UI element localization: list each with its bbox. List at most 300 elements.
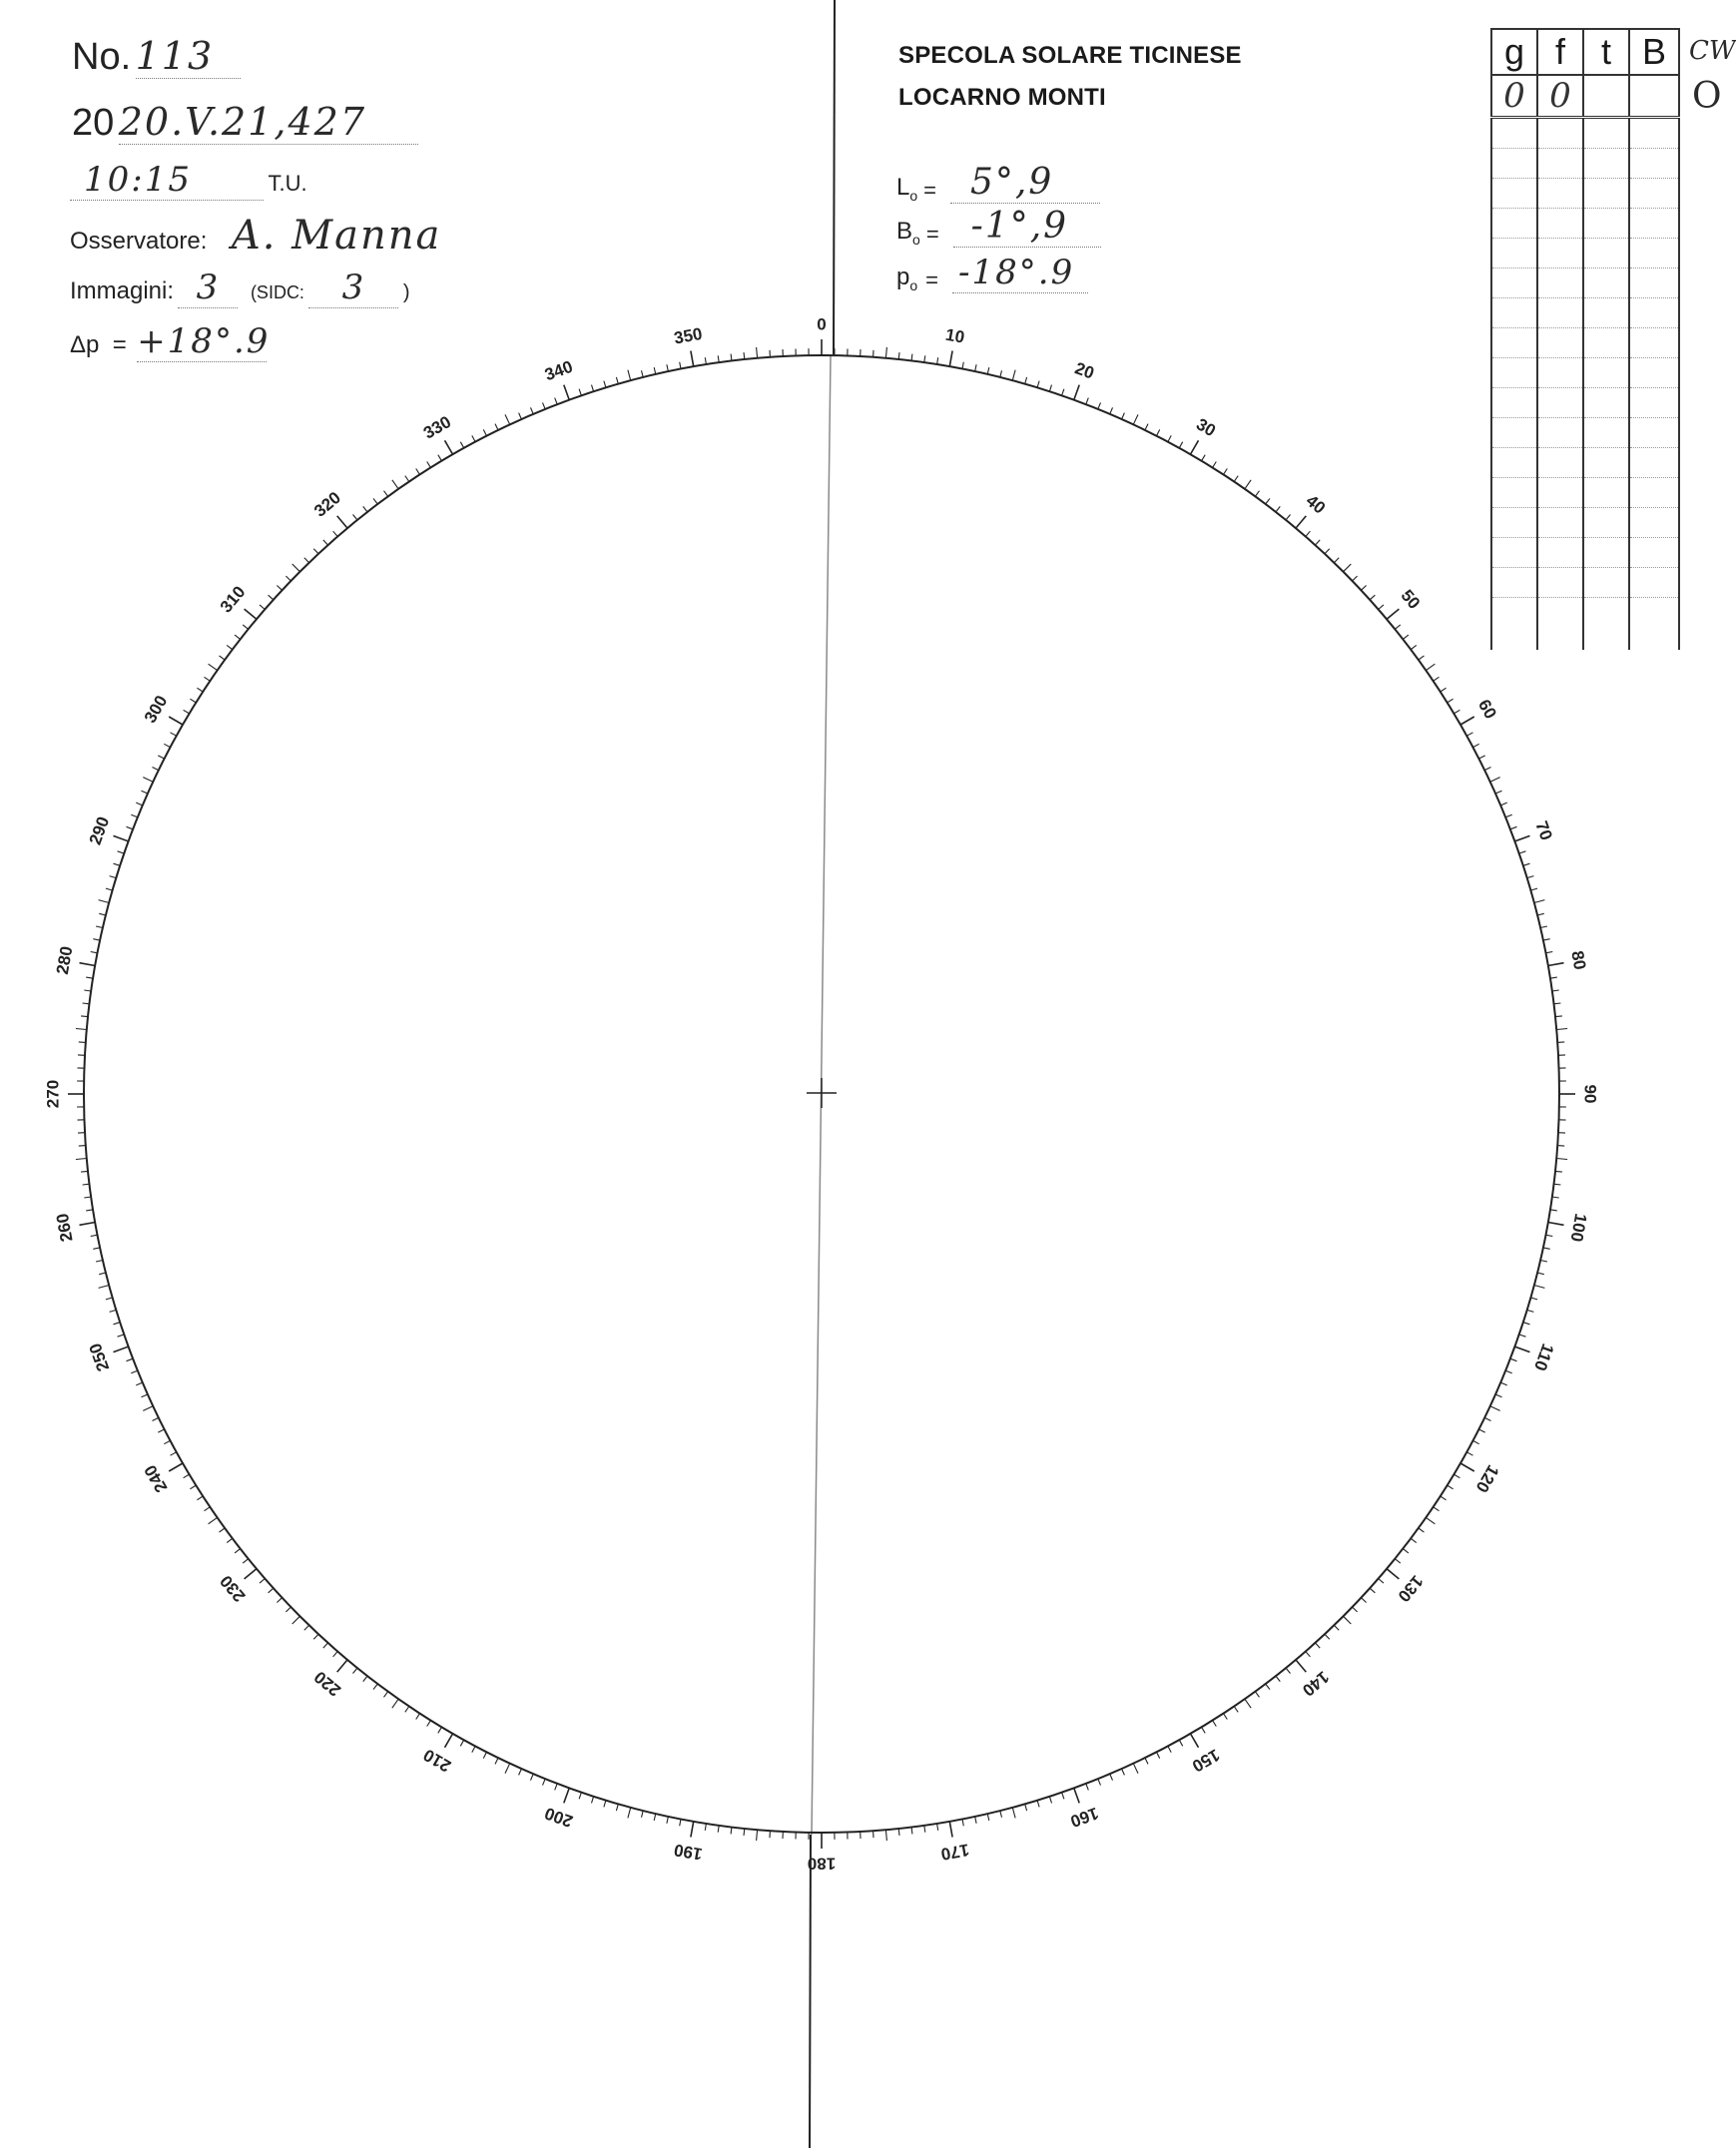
degree-tick — [304, 558, 309, 563]
degree-tick — [91, 952, 98, 953]
degree-tick — [1062, 389, 1064, 396]
degree-tick — [705, 1824, 706, 1831]
degree-tick — [1523, 1323, 1530, 1325]
degree-tick — [313, 1634, 318, 1639]
degree-tick — [220, 1528, 226, 1532]
degree-tick — [106, 1298, 113, 1300]
degree-tick — [392, 480, 398, 489]
degree-tick — [705, 357, 706, 364]
degree-tick — [1049, 1797, 1051, 1804]
degree-tick — [1234, 476, 1238, 482]
degree-tick — [691, 1822, 694, 1838]
delta-p-value: +18°.9 — [137, 321, 271, 361]
degree-tick — [142, 791, 148, 794]
delta-p-label: Δp = — [70, 331, 127, 358]
degree-tick — [190, 1485, 196, 1489]
degree-tick — [1426, 664, 1435, 670]
degree-tick — [1543, 939, 1550, 940]
degree-tick — [260, 1579, 265, 1584]
degree-tick — [1550, 1210, 1557, 1211]
degree-label: 250 — [85, 1341, 114, 1374]
degree-tick — [114, 1346, 129, 1352]
degree-tick — [190, 699, 196, 703]
degree-tick — [1426, 1517, 1435, 1523]
degree-tick — [1145, 1758, 1148, 1764]
degree-tick — [1255, 491, 1259, 497]
degree-tick — [384, 491, 388, 497]
degree-tick — [171, 733, 177, 736]
degree-tick — [1370, 1588, 1375, 1593]
degree-tick — [460, 1740, 463, 1746]
sidc-close: ) — [402, 281, 410, 303]
degree-tick — [114, 835, 129, 841]
value-f: 0 — [1537, 75, 1583, 118]
degree-tick — [1556, 1029, 1567, 1030]
degree-tick — [1266, 1684, 1270, 1690]
degree-tick — [564, 1788, 569, 1803]
degree-tick — [81, 1171, 88, 1172]
degree-tick — [1519, 1335, 1526, 1337]
b0-equals: = — [925, 222, 939, 247]
degree-tick — [1286, 515, 1290, 520]
degree-tick — [987, 367, 989, 374]
extra-column-value: O — [1692, 76, 1724, 117]
degree-tick — [1086, 398, 1089, 405]
degree-tick — [1548, 1223, 1564, 1226]
degree-tick — [131, 814, 138, 817]
degree-tick — [1484, 1417, 1490, 1420]
degree-tick — [1484, 768, 1490, 771]
degree-tick — [564, 385, 569, 400]
degree-tick — [1395, 1559, 1401, 1563]
degree-tick — [1411, 645, 1417, 649]
degree-tick — [353, 1668, 357, 1673]
degree-tick — [937, 357, 938, 364]
degree-tick — [243, 625, 249, 629]
degree-tick — [197, 1496, 203, 1500]
sidc-label: (SIDC: — [250, 282, 304, 302]
degree-tick — [1523, 863, 1530, 865]
degree-tick — [1510, 826, 1517, 829]
degree-tick — [495, 1758, 498, 1764]
time-value: 10:15 — [70, 160, 264, 201]
degree-tick — [555, 1784, 558, 1791]
degree-tick — [1479, 1429, 1485, 1432]
degree-tick — [757, 1830, 758, 1841]
degree-label: 200 — [542, 1803, 576, 1832]
degree-tick — [937, 1824, 938, 1831]
value-g: 0 — [1491, 75, 1537, 118]
degree-tick — [1245, 1699, 1251, 1708]
degree-label: 120 — [1471, 1461, 1503, 1496]
degree-tick — [1086, 1784, 1089, 1791]
degree-tick — [1555, 1171, 1562, 1172]
sidc-value: 3 — [308, 268, 398, 308]
degree-tick — [1037, 1801, 1039, 1808]
degree-tick — [1419, 1528, 1425, 1532]
degree-tick — [1548, 963, 1564, 966]
degree-tick — [1473, 1440, 1479, 1443]
degree-tick — [543, 402, 546, 409]
degree-tick — [416, 1714, 420, 1720]
degree-tick — [164, 1440, 170, 1443]
degree-tick — [86, 1210, 93, 1211]
degree-tick — [220, 656, 226, 660]
number-label: No. — [72, 36, 132, 78]
degree-tick — [438, 455, 442, 461]
degree-tick — [680, 1819, 681, 1826]
degree-tick — [1447, 699, 1453, 703]
degree-tick — [1012, 370, 1015, 381]
degree-tick — [1344, 564, 1352, 572]
degree-tick — [1543, 1248, 1550, 1249]
degree-tick — [286, 576, 290, 581]
degree-tick — [1552, 990, 1559, 991]
degree-tick — [1403, 635, 1409, 639]
degree-tick — [313, 549, 318, 554]
degree-tick — [1545, 952, 1552, 953]
degree-label: 310 — [216, 582, 250, 617]
degree-tick — [91, 1235, 98, 1236]
degree-tick — [519, 1769, 522, 1775]
degree-tick — [1353, 576, 1358, 581]
degree-tick — [628, 370, 631, 381]
degree-tick — [731, 1828, 732, 1835]
degree-tick — [384, 1692, 388, 1698]
degree-tick — [227, 1538, 233, 1542]
degree-tick — [495, 424, 498, 430]
degree-tick — [143, 1406, 153, 1411]
degree-label: 240 — [140, 1461, 172, 1496]
degree-tick — [1555, 1016, 1562, 1017]
degree-tick — [1110, 1774, 1113, 1780]
degree-tick — [363, 506, 367, 512]
degree-tick — [1306, 1652, 1311, 1657]
degree-tick — [1434, 677, 1440, 681]
degree-tick — [757, 347, 758, 358]
degree-tick — [911, 1828, 912, 1835]
degree-label: 90 — [1580, 1084, 1600, 1104]
degree-tick — [1495, 1394, 1501, 1397]
date-prefix: 20 — [72, 102, 115, 144]
degree-tick — [1306, 531, 1311, 536]
degree-tick — [1074, 1788, 1079, 1803]
degree-tick — [81, 1016, 88, 1017]
degree-tick — [579, 1793, 581, 1800]
degree-tick — [1519, 851, 1526, 853]
degree-tick — [604, 381, 606, 388]
degree-tick — [924, 355, 925, 362]
degree-tick — [975, 364, 977, 371]
degree-tick — [1122, 413, 1125, 419]
degree-tick — [80, 963, 96, 966]
degree-tick — [1537, 1273, 1544, 1275]
degree-tick — [83, 1003, 90, 1004]
degree-tick — [1395, 625, 1401, 629]
degree-tick — [1379, 605, 1384, 610]
degree-tick — [1334, 558, 1339, 563]
degree-tick — [1266, 498, 1270, 504]
degree-tick — [1325, 549, 1330, 554]
degree-tick — [169, 717, 183, 725]
degree-tick — [1179, 442, 1182, 448]
degree-tick — [592, 385, 594, 392]
l0-value: 5°,9 — [950, 162, 1100, 204]
degree-label: 230 — [216, 1571, 250, 1606]
degree-tick — [579, 389, 581, 396]
degree-tick — [1530, 1298, 1537, 1300]
top-vertical-line — [834, 0, 835, 354]
degree-tick — [1362, 1598, 1367, 1603]
degree-tick — [1362, 586, 1367, 591]
degree-tick — [1403, 1549, 1409, 1553]
degree-tick — [924, 1826, 925, 1833]
degree-tick — [1325, 1634, 1330, 1639]
degree-tick — [911, 354, 912, 361]
degree-tick — [245, 609, 257, 619]
degree-tick — [531, 407, 534, 413]
degree-tick — [1460, 1463, 1474, 1471]
degree-tick — [1479, 756, 1485, 759]
degree-tick — [654, 1814, 656, 1821]
degree-tick — [333, 531, 338, 536]
degree-tick — [1514, 1346, 1529, 1352]
degree-tick — [184, 710, 190, 714]
degree-tick — [1387, 609, 1399, 619]
number-value: 113 — [136, 34, 241, 79]
degree-tick — [949, 351, 952, 367]
degree-tick — [1316, 540, 1321, 545]
degree-tick — [99, 900, 110, 903]
degree-label: 260 — [52, 1212, 77, 1244]
degree-tick — [292, 564, 300, 572]
degree-tick — [235, 1549, 241, 1553]
extra-column-header: CW — [1689, 36, 1736, 66]
p0-value: -18°.9 — [952, 253, 1088, 293]
degree-tick — [667, 364, 669, 371]
degree-tick — [277, 1598, 282, 1603]
degree-tick — [1554, 1003, 1561, 1004]
degree-tick — [1453, 1474, 1459, 1478]
degree-label: 280 — [52, 944, 77, 976]
degree-tick — [1316, 1643, 1321, 1648]
degree-tick — [277, 586, 282, 591]
l0-label: $L_o$ — [896, 174, 918, 204]
degree-tick — [79, 1146, 86, 1147]
degree-label: 70 — [1531, 818, 1556, 843]
degree-label: 0 — [817, 314, 827, 334]
degree-tick — [1466, 1452, 1472, 1455]
degree-tick — [337, 1660, 347, 1672]
degree-label: 270 — [43, 1079, 63, 1109]
degree-tick — [171, 1452, 177, 1455]
degree-tick — [483, 1752, 486, 1758]
degree-tick — [1000, 370, 1002, 377]
degree-tick — [1379, 1579, 1384, 1584]
degree-tick — [691, 351, 694, 367]
header-f: f — [1537, 29, 1583, 75]
degree-tick — [1490, 778, 1500, 783]
degree-tick — [1540, 926, 1547, 928]
degree-tick — [169, 1463, 183, 1471]
degree-tick — [1224, 1714, 1228, 1720]
degree-tick — [1334, 1625, 1339, 1630]
header-g: g — [1491, 29, 1537, 75]
degree-tick — [1049, 385, 1051, 392]
degree-tick — [642, 1811, 644, 1818]
degree-tick — [505, 414, 510, 424]
degree-tick — [243, 1559, 249, 1563]
degree-tick — [292, 1616, 300, 1624]
degree-tick — [472, 1746, 475, 1752]
degree-tick — [142, 1394, 148, 1397]
degree-tick — [531, 1774, 534, 1780]
degree-tick — [718, 355, 719, 362]
degree-tick — [1510, 1358, 1517, 1361]
degree-label: 30 — [1193, 414, 1219, 441]
degree-tick — [592, 1797, 594, 1804]
degree-tick — [555, 398, 558, 405]
degree-label: 340 — [542, 356, 576, 385]
b0-label: $B_o$ — [896, 218, 920, 248]
degree-tick — [164, 744, 170, 747]
degree-tick — [209, 1517, 218, 1523]
date-value: 20.V.21,427 — [119, 100, 418, 145]
degree-tick — [1191, 1734, 1199, 1748]
degree-tick — [1441, 1496, 1447, 1500]
degree-tick — [1441, 688, 1447, 692]
degree-tick — [718, 1826, 719, 1833]
degree-tick — [93, 1248, 100, 1249]
degree-tick — [1202, 455, 1206, 461]
degree-tick — [1466, 733, 1472, 736]
degree-tick — [106, 888, 113, 890]
degree-tick — [1168, 1746, 1171, 1752]
degree-tick — [445, 440, 453, 454]
degree-tick — [86, 977, 93, 978]
degree-tick — [1453, 710, 1459, 714]
degree-tick — [136, 1382, 142, 1385]
degree-tick — [1411, 1538, 1417, 1542]
degree-tick — [1168, 435, 1171, 441]
degree-tick — [76, 1029, 87, 1030]
degree-tick — [1213, 462, 1217, 468]
degree-tick — [80, 1223, 96, 1226]
p0-label: $p_o$ — [896, 264, 918, 293]
degree-tick — [543, 1779, 546, 1786]
degree-tick — [1514, 835, 1529, 841]
degree-tick — [1530, 888, 1537, 890]
degree-tick — [1098, 402, 1101, 409]
p0-equals: = — [925, 268, 939, 292]
degree-tick — [667, 1817, 669, 1824]
degree-tick — [197, 688, 203, 692]
degree-tick — [1460, 717, 1474, 725]
degree-tick — [962, 362, 963, 369]
degree-tick — [460, 442, 463, 448]
degree-tick — [333, 1652, 338, 1657]
degree-tick — [1527, 1310, 1534, 1312]
degree-label: 160 — [1067, 1803, 1101, 1832]
degree-tick — [76, 1159, 87, 1160]
degree-label: 220 — [310, 1667, 345, 1701]
degree-label: 60 — [1473, 696, 1500, 723]
degree-tick — [604, 1801, 606, 1808]
degree-tick — [949, 1822, 952, 1838]
degree-tick — [205, 1507, 211, 1511]
degree-tick — [1353, 1607, 1358, 1612]
degree-tick — [286, 1607, 290, 1612]
degree-tick — [79, 1042, 86, 1043]
degree-tick — [1296, 516, 1306, 528]
images-value: 3 — [178, 268, 238, 308]
degree-tick — [1505, 1370, 1512, 1373]
l0-equals: = — [923, 178, 937, 203]
degree-tick — [1234, 1707, 1238, 1713]
degree-label: 320 — [310, 487, 345, 521]
degree-tick — [114, 1323, 121, 1325]
degree-tick — [1473, 744, 1479, 747]
degree-label: 20 — [1072, 358, 1097, 383]
degree-tick — [1545, 1235, 1552, 1236]
degree-tick — [1000, 1811, 1002, 1818]
degree-tick — [885, 1830, 886, 1841]
degree-tick — [1145, 424, 1148, 430]
degree-tick — [1344, 1616, 1352, 1624]
degree-tick — [975, 1817, 977, 1824]
degree-label: 10 — [943, 324, 966, 347]
degree-tick — [885, 347, 886, 358]
degree-tick — [1557, 1042, 1564, 1043]
degree-tick — [245, 1569, 257, 1579]
degree-tick — [1500, 803, 1506, 806]
degree-tick — [353, 515, 357, 520]
degree-tick — [323, 540, 328, 545]
degree-tick — [1122, 1769, 1125, 1775]
degree-tick — [642, 370, 644, 377]
degree-tick — [205, 677, 211, 681]
degree-tick — [1012, 1808, 1015, 1819]
degree-tick — [392, 1699, 398, 1708]
bottom-vertical-line — [810, 1835, 811, 2148]
degree-tick — [438, 1727, 442, 1733]
degree-tick — [153, 1417, 159, 1420]
degree-tick — [1552, 1197, 1559, 1198]
degree-tick — [472, 435, 475, 441]
degree-tick — [1527, 876, 1534, 878]
degree-tick — [153, 768, 159, 771]
degree-tick — [1255, 1692, 1259, 1698]
degree-tick — [269, 1588, 274, 1593]
degree-tick — [1434, 1507, 1440, 1511]
degree-tick — [1540, 1261, 1547, 1263]
degree-tick — [405, 476, 409, 482]
degree-tick — [304, 1625, 309, 1630]
degree-tick — [1296, 1660, 1306, 1672]
degree-tick — [114, 863, 121, 865]
degree-tick — [84, 990, 91, 991]
b0-value: -1°,9 — [953, 206, 1101, 248]
degree-tick — [1534, 900, 1545, 903]
degree-tick — [1025, 1804, 1027, 1811]
degree-tick — [1534, 1286, 1545, 1289]
degree-tick — [1286, 1668, 1290, 1673]
degree-tick — [118, 1335, 125, 1337]
degree-tick — [99, 1273, 106, 1275]
institution-location: LOCARNO MONTI — [898, 84, 1106, 111]
degree-tick — [1490, 1406, 1500, 1411]
degree-label: 110 — [1529, 1341, 1558, 1373]
